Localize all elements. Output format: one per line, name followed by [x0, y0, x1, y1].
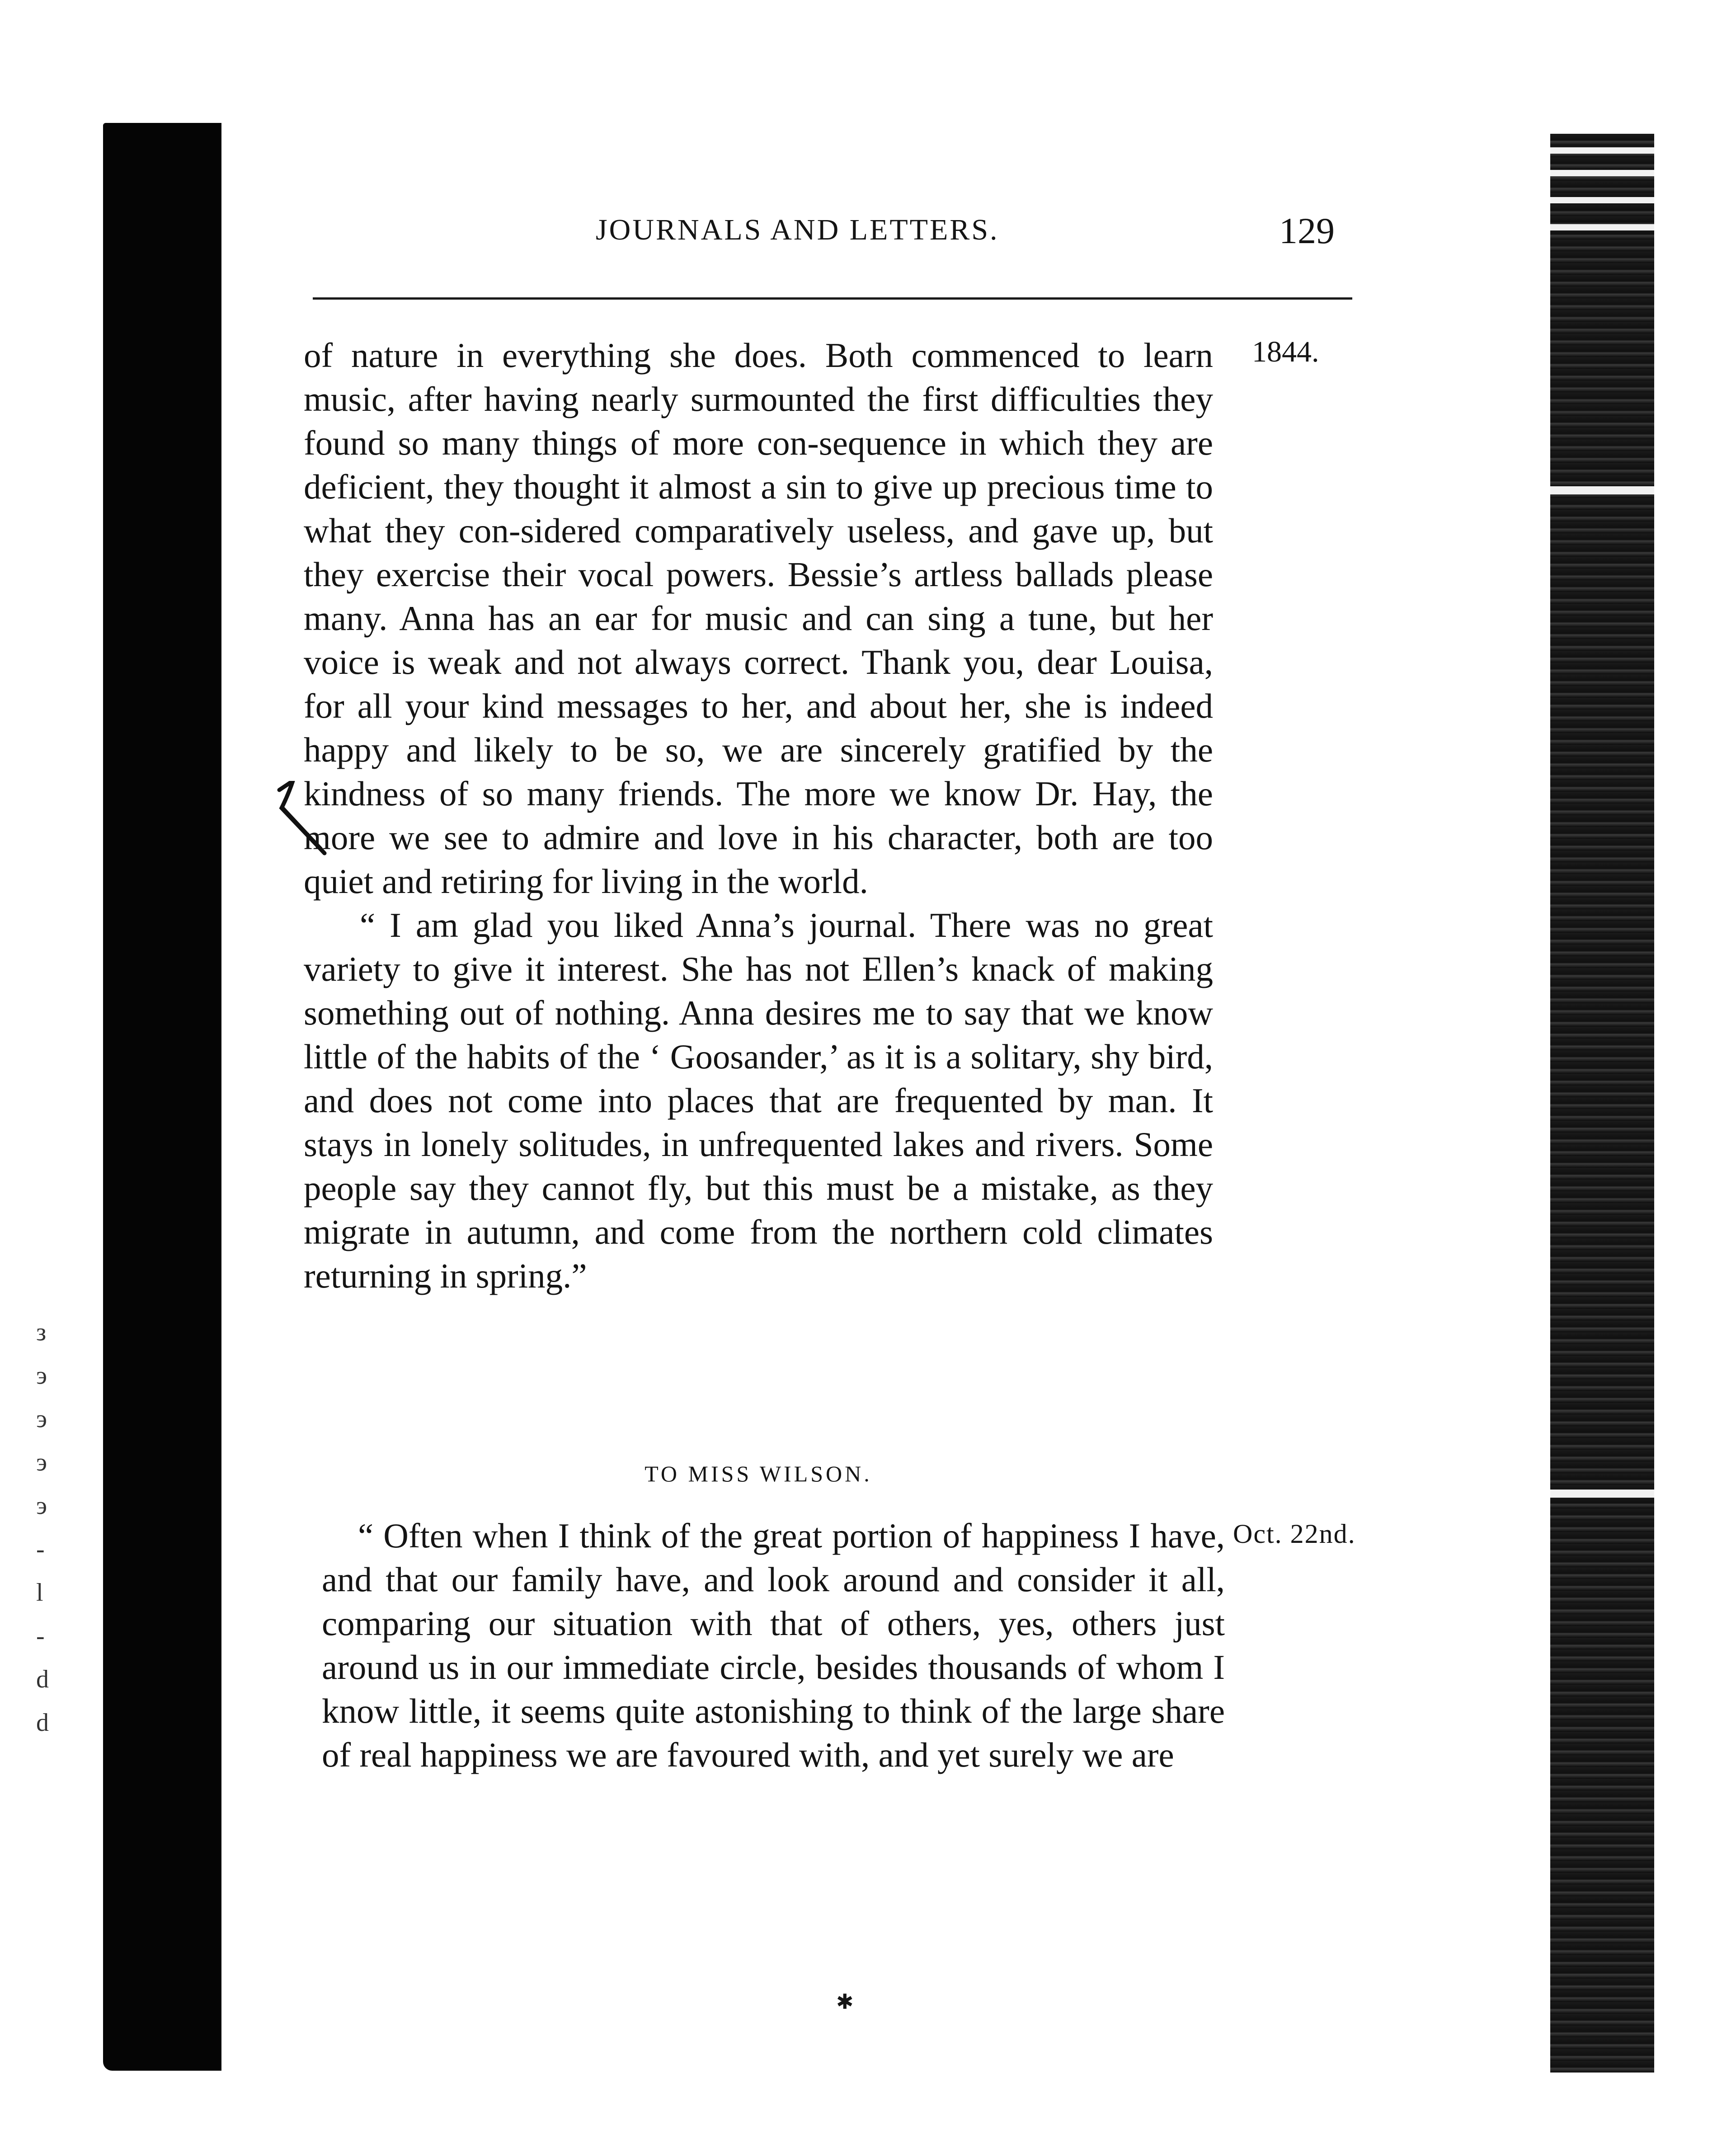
facing-page-bleed: [36, 1311, 72, 1808]
bleed-letter: d: [36, 1709, 49, 1737]
letter-heading: TO MISS WILSON.: [645, 1461, 872, 1486]
bleed-letter: -: [36, 1535, 45, 1563]
margin-date-note: Oct. 22nd.: [1233, 1519, 1356, 1549]
paragraph: “ Often when I think of the great portion of happiness I have, and that our family have, and look around and consider it all, comparing our situation with that of others, yes, others just around us in our immediate circle, besides thousands of whom I know little, it seems quite astonishing to think of the large share of real happiness we are favoured with, and yet surely we are: [322, 1516, 1225, 1774]
paragraph: “ I am glad you liked Anna’s journal. There was no great variety to give it interest. She has not Ellen’s knack of making something out of nothing. Anna desires me to say that we know little of the habits of the ‘ Goosander,’ as it is a solitary, shy bird, and does not come into places that are frequented by man. It stays in lonely solitudes, in unfrequented lakes and rivers. Some people say they cannot fly, but this must be a mistake, as they migrate in autumn, and come from the northern cold climates returning in spring.”: [304, 906, 1213, 1295]
paragraph: of nature in everything she does. Both commenced to learn music, after having nearly surmounted the first difficulties they found so many things of more con-sequence in which they are deficient, they thought it almost a sin to give up precious time to what they con-sidered comparatively useless, and gave up, but they exercise their vocal powers. Bessie’s artless ballads please many. Anna has an ear for music and can sing a tune, but her voice is weak and not always correct. Thank you, dear Louisa, for all your kind messages to her, and about her, she is indeed happy and likely to be so, we are sincerely gratified by the kindness of so many friends. The more we know Dr. Hay, the more we see to admire and love in his character, both are too quiet and retiring for living in the world.: [304, 336, 1213, 901]
letter-text: [322, 1514, 1225, 1777]
margin-year-note: 1844.: [1252, 335, 1319, 368]
bleed-letter: d: [36, 1665, 49, 1693]
bleed-letter: э: [36, 1362, 47, 1390]
scan-edge-strip: [1550, 134, 1654, 2073]
bleed-letter: з: [36, 1318, 47, 1346]
bleed-letter: э: [36, 1448, 47, 1476]
bleed-letter: э: [36, 1405, 47, 1433]
header-rule: [313, 297, 1352, 300]
page-number: 129: [1279, 210, 1335, 251]
bleed-letter: э: [36, 1492, 47, 1520]
bleed-letter: -: [36, 1622, 45, 1650]
bleed-letter: l: [36, 1579, 43, 1607]
footer-ink-mark: ✱: [836, 1990, 854, 2013]
body-text: [304, 334, 1213, 1298]
running-head: JOURNALS AND LETTERS.: [596, 213, 999, 246]
binding-shadow: [103, 123, 221, 2071]
pen-check-mark: [275, 781, 329, 858]
